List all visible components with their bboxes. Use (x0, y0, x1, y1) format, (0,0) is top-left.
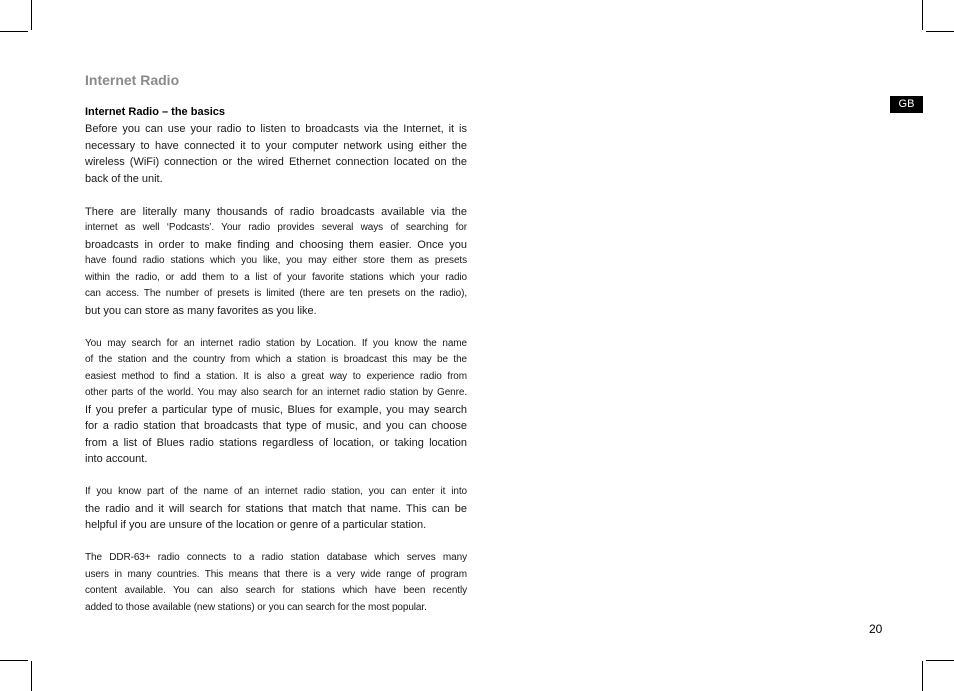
crop-mark-bottom-right-horizontal (926, 660, 954, 661)
subheading: Internet Radio – the basics (85, 106, 225, 118)
text-line: internet as well ‘Podcasts’. Your radio provides several ways of searching for (85, 222, 467, 233)
text-line: into account. (85, 453, 148, 465)
text-line: have found radio stations which you like, you may either store them as presets (85, 255, 467, 266)
crop-mark-top-right-horizontal (926, 31, 954, 32)
text-line: added to those available (new stations) or you can search for the most popular. (85, 601, 427, 613)
text-line: There are literally many thousands of radio broadcasts available via the (85, 205, 467, 218)
text-line: can access. The number of presets is limited (there are ten presets on the radio), (85, 288, 467, 299)
text-line: users in many countries. This means that there is a very wide range of program (85, 568, 467, 580)
paragraph-1 (85, 121, 467, 187)
text-line: broadcasts in order to make finding and choosing them easier. Once you (85, 238, 467, 251)
text-line: from a list of Blues radio stations regardless of location, or taking location (85, 436, 467, 449)
text-line: but you can store as many favorites as you like. (85, 304, 317, 317)
paragraph-4 (85, 484, 467, 534)
text-line: the radio and it will search for stations that match that name. This can be (85, 502, 467, 515)
text-line: helpful if you are unsure of the location or genre of a particular station. (85, 519, 427, 531)
paragraph-2 (85, 204, 467, 320)
text-line: within the radio, or add them to a list of your favorite stations which your radio (85, 271, 467, 283)
paragraph-3 (85, 336, 467, 468)
text-line: back of the unit. (85, 172, 163, 185)
text-line: content available. You can also search for stations which have been recently (85, 585, 467, 596)
crop-mark-top-left-vertical (31, 0, 32, 30)
text-line: necessary to have connected it to your computer network using either the (85, 139, 467, 152)
text-line: Before you can use your radio to listen to broadcasts via the Internet, it is (85, 123, 467, 135)
crop-mark-bottom-right-vertical (922, 661, 923, 691)
text-line: other parts of the world. You may also search for an internet radio station by Genre. (85, 387, 467, 398)
text-line: The DDR-63+ radio connects to a radio station database which serves many (85, 552, 467, 563)
body-column (85, 121, 467, 633)
text-line: of the station and the country from which a station is broadcast this may be the (85, 354, 467, 365)
text-line: If you know part of the name of an internet radio station, you can enter it into (85, 486, 467, 497)
paragraph-5 (85, 550, 467, 616)
crop-mark-bottom-left-vertical (31, 661, 32, 691)
text-line: You may search for an internet radio station by Location. If you know the name (85, 337, 467, 349)
section-title: Internet Radio (85, 72, 180, 88)
text-line: If you prefer a particular type of music, Blues for example, you may search (85, 403, 467, 416)
crop-mark-top-left-horizontal (0, 31, 28, 32)
text-line: easiest method to find a station. It is also a great way to experience radio from (85, 370, 467, 382)
crop-mark-bottom-left-horizontal (0, 660, 28, 661)
crop-mark-top-right-vertical (922, 0, 923, 30)
language-badge: GB (890, 96, 923, 113)
text-line: wireless (WiFi) connection or the wired Ethernet connection located on the (85, 156, 467, 168)
text-line: for a radio station that broadcasts that type of music, and you can choose (85, 420, 467, 432)
page-number: 20 (869, 622, 883, 636)
